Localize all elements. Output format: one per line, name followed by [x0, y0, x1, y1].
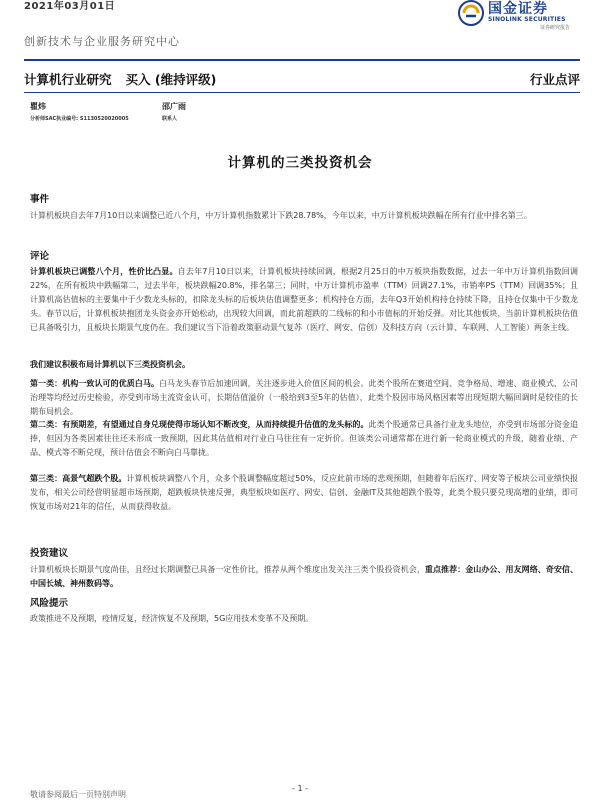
paragraph-body: 计算机板块长期景气度尚佳，且经过长期调整已具备一定性价比，推荐从两个维度出发关注三类个股投资机会， [30, 565, 425, 574]
paragraph-lead: 计算机板块已调整八个月，性价比凸显。 [30, 267, 178, 276]
paragraph-body: 白马龙头春节后加速回调，关注逐步进入价值区间的机会。此类个股所在赛道空间、竞争格局、增速、商业模式、公司治理等均经过历史检验，亦受到市场主流资金认可，长期估值溢价（一般给到3至5年的估值），此类个股因市场风格因素等出现短期大幅回调时是较佳的长期布局机会。 [30, 379, 579, 416]
event-paragraph: 计算机板块自去年7月10日以来调整已近八个月，中万计算机指数累计下跌28.78%，今年以来，中万计算机板块跌幅在所有行业中排名第三。 [30, 211, 532, 220]
report-type: 计算机行业研究 [24, 72, 112, 87]
comment-paragraph-2 [30, 358, 578, 372]
paragraph-lead: 第三类：高景气超跌个股。 [30, 474, 127, 483]
report-date: 2021年03月01日 [24, 1, 116, 12]
risk-paragraph: 政策推进不及预期，疫情反复，经济恢复不及预期，5G应用技术变革不及预期。 [30, 614, 314, 623]
invest-paragraph [30, 563, 578, 591]
paragraph-body: 计算机板块调整八个月，众多个股调整幅度超过50%，反应此前市场的悲观预期，但随着年后医疗、网安等子板块公司业绩快报发布，相关公司经营明显超市场预期，超跌板块快速反弹，典型板块如医疗、网安、信创、金融IT及其他超跌个股等，此类个股只要兑现高增的业绩，即可恢复市场对21年的信任，从而获得收益。 [30, 474, 578, 511]
header-divider [24, 59, 580, 61]
author-name: 瞿炜 [30, 102, 46, 111]
footer-disclaimer: 敬请参阅最后一页特别声明 [30, 790, 126, 799]
paragraph-lead: 第二类：有预期差，有望通过自身兑现使得市场认知不断改变，从而持续提升估值的龙头标的。 [30, 420, 369, 429]
paragraph-lead: 第一类：机构一致认可的优质白马。 [30, 379, 159, 388]
report-title: 计算机的三类投资机会 [227, 155, 373, 171]
heading-divider [24, 92, 580, 93]
research-center: 创新技术与企业服务研究中心 [24, 35, 180, 48]
section-heading-risk: 风险提示 [30, 598, 69, 609]
section-heading-invest: 投资建议 [30, 548, 69, 559]
logo [458, 0, 588, 32]
paragraph-body: 自去年7月10日以来，计算机板块持续回调，根据2月25日的中万板块指数数据，过去一年中万计算机指数回调22%，在所有板块中跌幅第二，过去半年，板块跌幅20.8%，排名第三；同时，中万计算机市盈率（TTM）回调27.1%，市销率PS（TTM）回调35%；且计算机高估值标的主要集中于少数龙头标的，扣除龙头标的后板块估值调整更多；机构持仓方面，去年Q3开始机构持仓持续下降，且持仓仅集中于少数龙头。春节以后，计算机板块抱团龙头资金亦开始松动，出现较大回调，而此前超跌的二线标的和小市值标的开始反弹。对比其他板块，当前计算机板块估值已具备吸引力，且板块长期景气度仍在。我们建议当下沿着政策驱动景气复苏（医疗、网安、信创）及科技方向（云计算、车联网、人工智能）两条主线。 [30, 267, 578, 332]
logo-chinese: 国金证券 [488, 1, 548, 17]
opportunity-paragraph-1 [30, 377, 578, 419]
paragraph-lead: 我们建议积极布局计算机以下三类投资机会。 [30, 360, 190, 369]
opportunity-paragraph-3 [30, 472, 578, 514]
section-heading-event: 事件 [30, 194, 50, 205]
page-number: - 1 - [292, 784, 308, 793]
author-credential: 分析师SAC执业编号: S1130520020005 [30, 116, 129, 122]
paragraph-body: 此类个股通常已具备行业龙头地位，亦受到市场部分资金追捧，但因为各类因素往往还未形成一致预期，因此其估值相对行业白马往往有一定折价。但该类公司通常都在进行新一轮商业模式的升级，随着业绩、产品、模式等不断兑现，预计估值会不断向白马靠拢。 [30, 420, 579, 457]
logo-english: SINOLINK SECURITIES [488, 16, 566, 23]
report-heading [24, 70, 230, 88]
rating: 买入 (维持评级) [125, 72, 217, 87]
report-category: 行业点评 [529, 72, 580, 87]
logo-subtitle: 证券研究报告 [540, 25, 571, 31]
author-credential: 联系人 [162, 116, 178, 122]
opportunity-paragraph-2 [30, 418, 578, 460]
comment-paragraph-1 [30, 265, 578, 335]
recommended-stocks: 重点推荐：金山办公、用友网络、奇安信、中国长城、神州数码等。 [30, 565, 578, 588]
sinolink-logo-icon [458, 0, 484, 26]
section-heading-comment: 评论 [30, 251, 50, 262]
author-name: 邵广雨 [162, 102, 186, 111]
